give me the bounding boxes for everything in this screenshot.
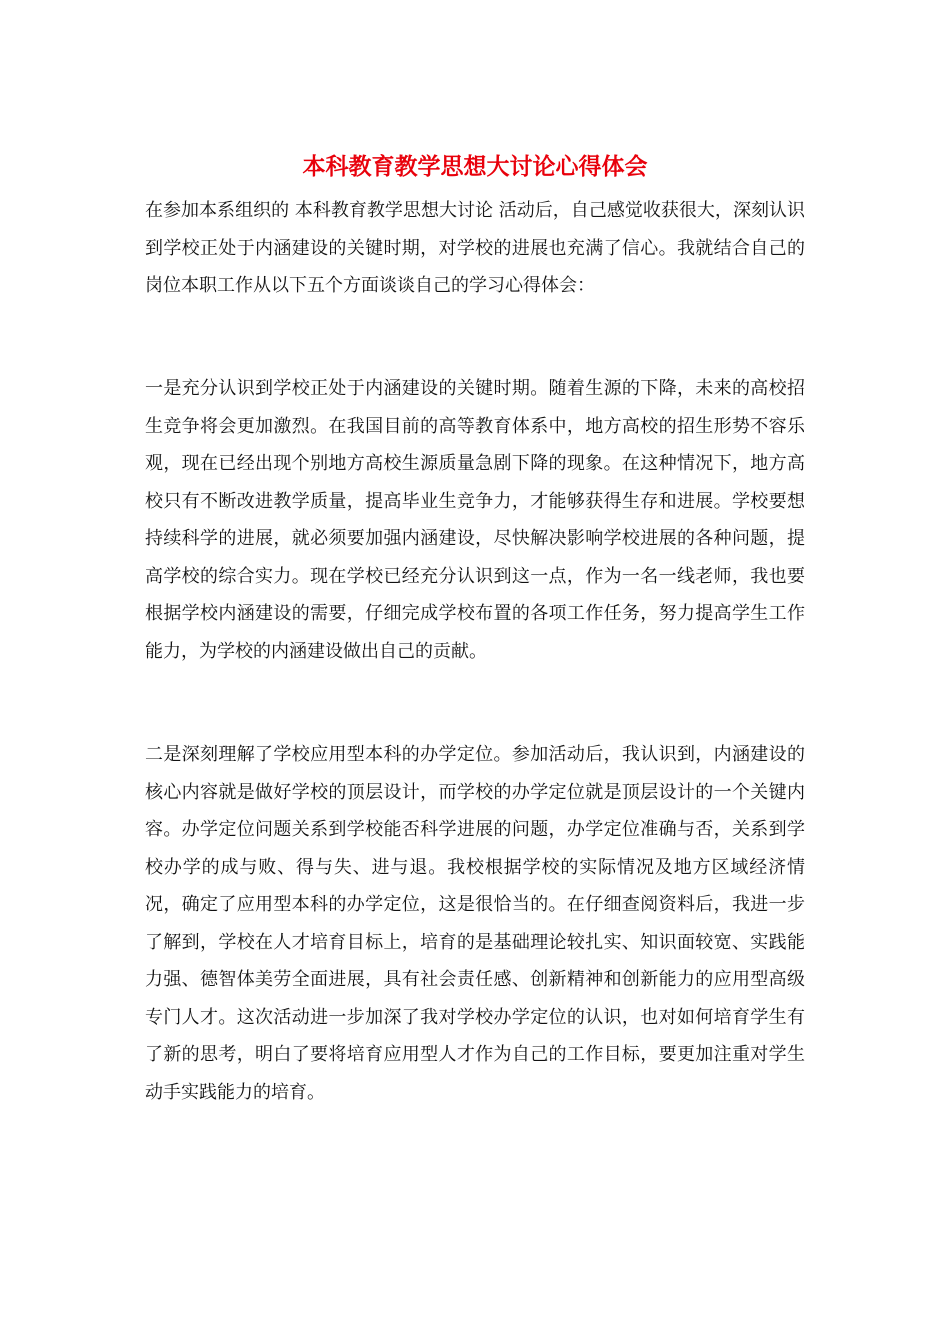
intro-paragraph: 在参加本系组织的 本科教育教学思想大讨论 活动后，自己感觉收获很大，深刻认识到学校正处于内涵建设的关键时期，对学校的进展也充满了信心。我就结合自己的岗位本职工作从以下五个方面谈谈自己的学习心得体会：: [145, 200, 805, 296]
document-title: 本科教育教学思想大讨论心得体会: [302, 153, 648, 180]
section-two-paragraph: 二是深刻理解了学校应用型本科的办学定位。参加活动后，我认识到，内涵建设的核心内容就是做好学校的顶层设计，而学校的办学定位就是顶层设计的一个关键内容。办学定位问题关系到学校能否科学进展的问题，办学定位准确与否，关系到学校办学的成与败、得与失、进与退。我校根据学校的实际情况及地方区域经济情况，确定了应用型本科的办学定位，这是很恰当的。在仔细查阅资料后，我进一步了解到，学校在人才培育目标上，培育的是基础理论较扎实、知识面较宽、实践能力强、德智体美劳全面进展，具有社会责任感、创新精神和创新能力的应用型高级专门人才。这次活动进一步加深了我对学校办学定位的认识，也对如何培育学生有了新的思考，明白了要将培育应用型人才作为自己的工作目标，要更加注重对学生动手实践能力的培育。: [145, 744, 805, 1103]
section-one-paragraph: 一是充分认识到学校正处于内涵建设的关键时期。随着生源的下降，未来的高校招生竞争将会更加激烈。在我国目前的高等教育体系中，地方高校的招生形势不容乐观，现在已经出现个别地方高校生源质量急剧下降的现象。在这种情况下，地方高校只有不断改进教学质量，提高毕业生竞争力，才能够获得生存和进展。学校要想持续科学的进展，就必须要加强内涵建设，尽快解决影响学校进展的各种问题，提高学校的综合实力。现在学校已经充分认识到这一点，作为一名一线老师，我也要根据学校内涵建设的需要，仔细完成学校布置的各项工作任务，努力提高学生工作能力，为学校的内涵建设做出自己的贡献。: [145, 378, 805, 662]
